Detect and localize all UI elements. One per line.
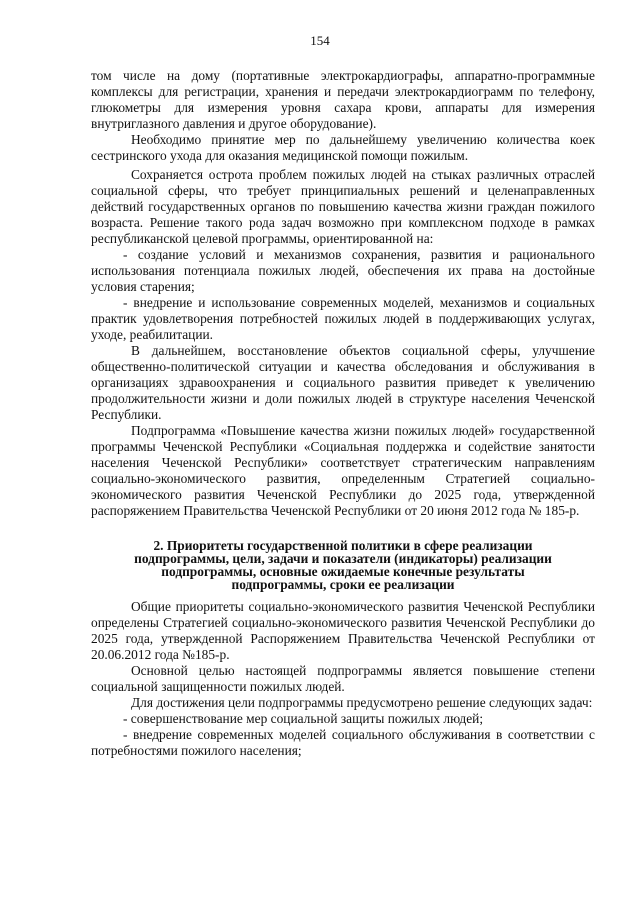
section-heading: [91, 539, 595, 591]
section-2: [91, 599, 595, 759]
paragraph: Необходимо принятие мер по дальнейшему увеличению количества коек сестринского ухода для оказания медицинской помощи пожилым.: [91, 132, 595, 163]
document-body: [91, 68, 595, 759]
list-item: - внедрение современных моделей социального обслуживания в соответствии с потребностями пожилого населения;: [91, 727, 595, 758]
paragraph: Основной целью настоящей подпрограммы является повышение степени социальной защищенности пожилых людей.: [91, 663, 595, 694]
paragraph: Для достижения цели подпрограммы предусмотрено решение следующих задач:: [131, 695, 593, 710]
paragraph: В дальнейшем, восстановление объектов социальной сферы, улучшение общественно-политической ситуации и качества обследования и обслуживания в организациях здравоохранения и социального развития приведет к увеличению продолжительности жизни и доли пожилых людей в структуре населения Чеченской Республики.: [91, 343, 595, 422]
heading-line: подпрограммы, сроки ее реализации: [231, 577, 455, 592]
paragraph: Общие приоритеты социально-экономического развития Чеченской Республики определены Стратегией социально-экономического развития Чеченской Республики до 2025 года, утвержденной Распоряжением Правительства Чеченской Республики от 20.06.2012 года №185-р.: [91, 599, 595, 662]
heading-line: подпрограммы, цели, задачи и показатели (индикаторы) реализации: [134, 551, 552, 566]
list-item: - создание условий и механизмов сохранения, развития и рационального использования потенциала пожилых людей, обеспечения их права на достойные условия старения;: [91, 247, 595, 294]
list-item: - совершенствование мер социальной защиты пожилых людей;: [123, 711, 484, 726]
paragraph: том числе на дому (портативные электрокардиографы, аппаратно-программные комплексы для регистрации, хранения и передачи электрокардиограмм по телефону, глюкометры для измерения уровня сахара крови, аппараты для измерения внутриглазного давления и другое оборудование).: [91, 68, 595, 131]
paragraph: Подпрограмма «Повышение качества жизни пожилых людей» государственной программы Чеченской Республики «Социальная поддержка и содействие занятости населения Чеченской Республики» соответствует стратегическим направлениям социально-экономического развития, определенным Стратегией социально-экономического развития Чеченской Республики до 2025 года, утвержденной распоряжением Правительства Чеченской Республики от 20 июня 2012 года № 185-р.: [91, 423, 595, 518]
heading-line: подпрограммы, основные ожидаемые конечные результаты: [161, 564, 525, 579]
paragraph: Сохраняется острота проблем пожилых людей на стыках различных отраслей социальной сферы, что требует принципиальных решений и целенаправленных действий государственных органов по повышению качества жизни граждан пожилого возраста. Решение такого рода задач возможно при комплексном подходе в рамках республиканской целевой программы, ориентированной на:: [91, 167, 595, 246]
list-item: - внедрение и использование современных моделей, механизмов и социальных практик удовлетворения потребностей пожилых людей в поддерживающих услугах, уходе, реабилитации.: [91, 295, 595, 342]
heading-line: 2. Приоритеты государственной политики в сфере реализации: [153, 538, 533, 553]
page-number: 154: [310, 33, 330, 48]
section-1: [91, 68, 595, 519]
